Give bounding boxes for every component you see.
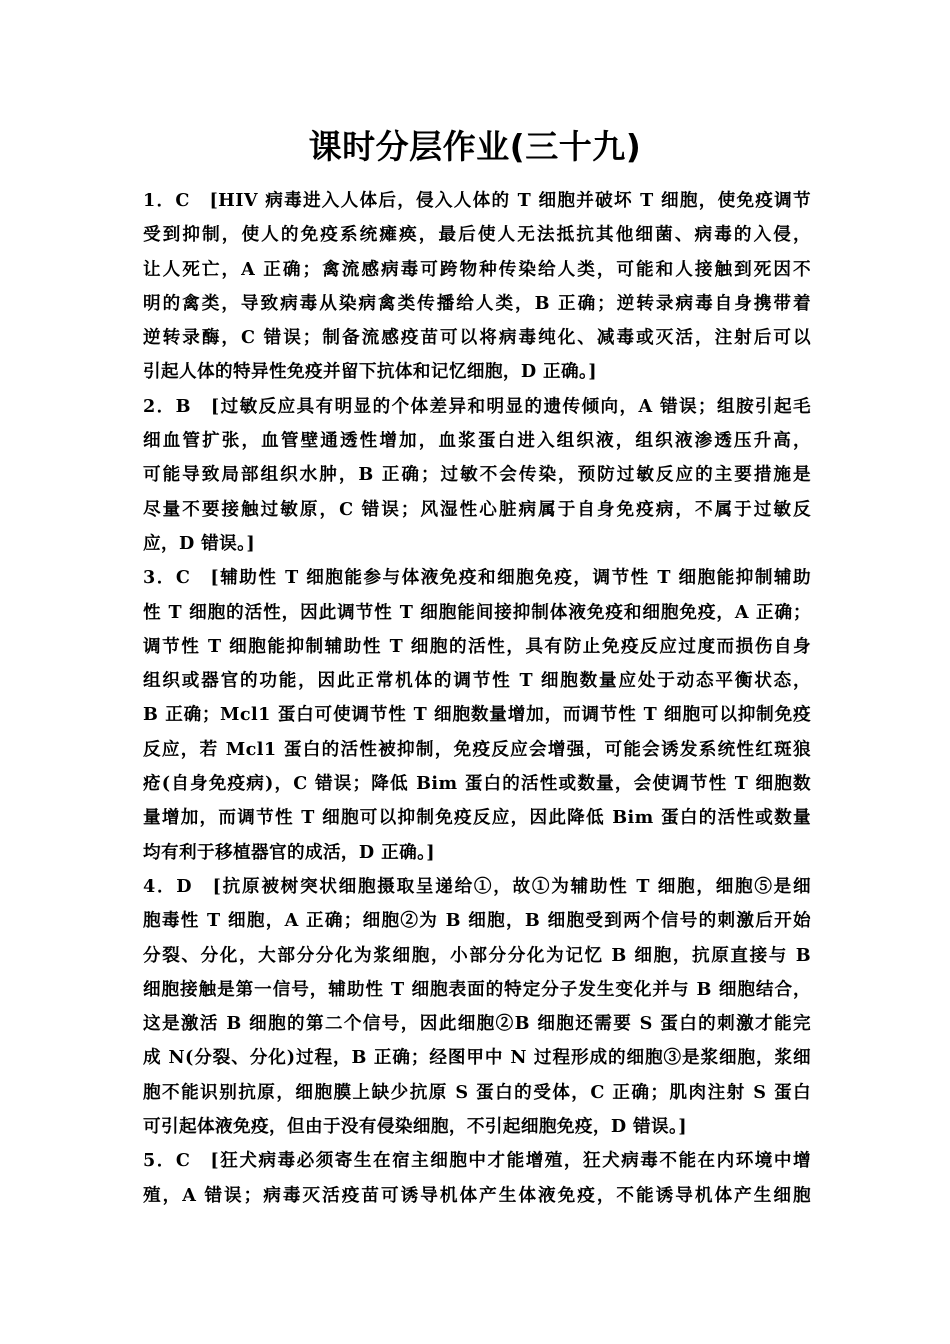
text-line: 量增加，而调节性 T 细胞可以抑制免疫反应，因此降低 Bim 蛋白的活性或数量 bbox=[143, 807, 811, 829]
text-line: 3．C [辅助性 T 细胞能参与体液免疫和细胞免疫，调节性 T 细胞能抑制辅助 bbox=[143, 567, 811, 589]
text-line: 让人死亡，A 正确；禽流感病毒可跨物种传染给人类，可能和人接触到死因不 bbox=[143, 258, 811, 280]
text-line: 引起人体的特异性免疫并留下抗体和记忆细胞，D 正确。] bbox=[143, 361, 597, 383]
text-line: 1．C [HIV 病毒进入人体后，侵入人体的 T 细胞并破坏 T 细胞，使免疫调节 bbox=[143, 190, 811, 211]
text-line: 胞不能识别抗原，细胞膜上缺少抗原 S 蛋白的受体，C 正确；肌肉注射 S 蛋白 bbox=[143, 1081, 811, 1103]
text-line: 细血管扩张，血管壁通透性增加，血浆蛋白进入组织液，组织液渗透压升高， bbox=[143, 430, 811, 452]
text-line: 逆转录酶，C 错误；制备流感疫苗可以将病毒纯化、减毒或灭活，注射后可以 bbox=[143, 327, 811, 349]
text-line: 可引起体液免疫，但由于没有侵染细胞，不引起细胞免疫，D 错误。] bbox=[143, 1116, 687, 1138]
text-line: 疮(自身免疫病)，C 错误；降低 Bim 蛋白的活性或数量，会使调节性 T 细胞数 bbox=[143, 773, 811, 795]
text-line: 2．B [过敏反应具有明显的个体差异和明显的遗传倾向，A 错误；组胺引起毛 bbox=[143, 395, 811, 417]
text-line: 尽量不要接触过敏原，C 错误；风湿性心脏病属于自身免疫病，不属于过敏反 bbox=[143, 498, 811, 520]
text-line: 性 T 细胞的活性，因此调节性 T 细胞能间接抑制体液免疫和细胞免疫，A 正确； bbox=[143, 601, 811, 623]
text-line: 殖，A 错误；病毒灭活疫苗可诱导机体产生体液免疫，不能诱导机体产生细胞 bbox=[143, 1184, 811, 1206]
page-title: 课时分层作业(三十九) bbox=[308, 127, 642, 166]
text-line: 反应，若 Mcl1 蛋白的活性被抑制，免疫反应会增强，可能会诱发系统性红斑狼 bbox=[143, 738, 811, 760]
text-line: 组织或器官的功能，因此正常机体的调节性 T 细胞数量应处于动态平衡状态， bbox=[143, 670, 811, 692]
text-line: 这是激活 B 细胞的第二个信号，因此细胞②B 细胞还需要 S 蛋白的刺激才能完 bbox=[143, 1013, 811, 1035]
text-line: B 正确；Mcl1 蛋白可使调节性 T 细胞数量增加，而调节性 T 细胞可以抑制免疫 bbox=[143, 704, 811, 726]
text-line: 胞毒性 T 细胞，A 正确；细胞②为 B 细胞，B 细胞受到两个信号的刺激后开始 bbox=[143, 910, 811, 932]
text-line: 4．D [抗原被树突状细胞摄取呈递给①，故①为辅助性 T 细胞，细胞⑤是细 bbox=[143, 875, 811, 897]
text-line: 可能导致局部组织水肿，B 正确；过敏不会传染，预防过敏反应的主要措施是 bbox=[143, 464, 811, 486]
text-line: 受到抑制，使人的免疫系统瘫痪，最后使人无法抵抗其他细菌、病毒的入侵， bbox=[143, 224, 811, 246]
text-line: 成 N(分裂、分化)过程，B 正确；经图甲中 N 过程形成的细胞③是浆细胞，浆细 bbox=[143, 1047, 811, 1069]
text-line: 分裂、分化，大部分分化为浆细胞，小部分分化为记忆 B 细胞，抗原直接与 B bbox=[143, 944, 811, 966]
text-line: 调节性 T 细胞能抑制辅助性 T 细胞的活性，具有防止免疫反应过度而损伤自身 bbox=[143, 635, 811, 657]
text-line: 5．C [狂犬病毒必须寄生在宿主细胞中才能增殖，狂犬病毒不能在内环境中增 bbox=[143, 1150, 811, 1172]
answer-explanations bbox=[143, 184, 811, 1213]
text-line: 细胞接触是第一信号，辅助性 T 细胞表面的特定分子发生变化并与 B 细胞结合， bbox=[143, 978, 811, 1000]
text-line: 应，D 错误。] bbox=[143, 532, 256, 554]
text-line: 均有利于移植器官的成活，D 正确。] bbox=[143, 841, 436, 863]
text-line: 明的禽类，导致病毒从染病禽类传播给人类，B 正确；逆转录病毒自身携带着 bbox=[143, 292, 811, 314]
